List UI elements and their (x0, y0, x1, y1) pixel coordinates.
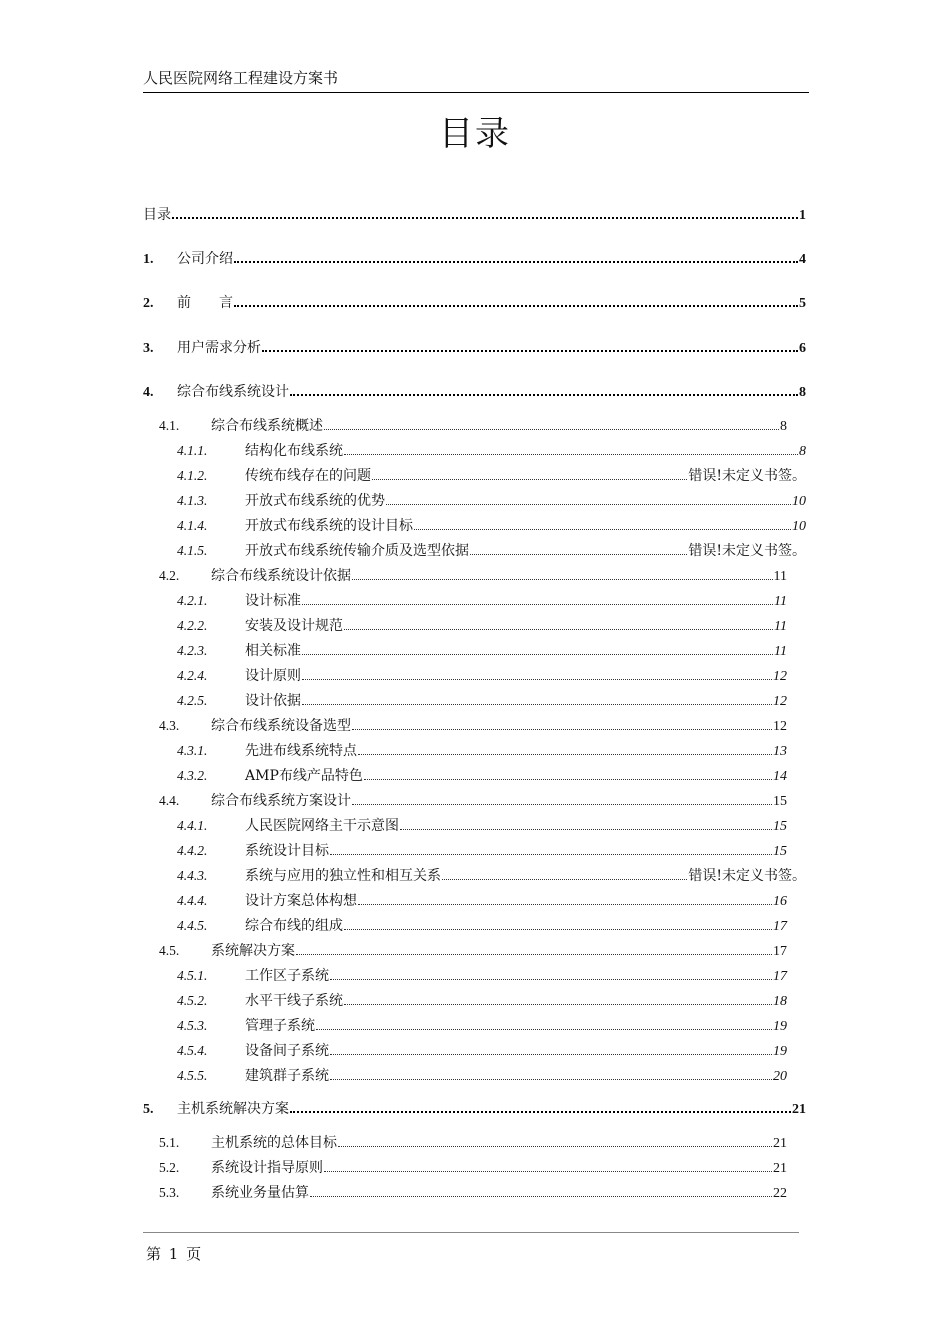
toc-entry-text: 设计方案总体构想 (245, 893, 357, 909)
toc-leader-dots (352, 790, 772, 805)
toc-leader-dots (442, 865, 687, 880)
toc-entry-text: 传统布线存在的问题 (245, 468, 371, 484)
toc-entry-number: 4. (143, 385, 154, 400)
toc-entry-page: 15 (773, 794, 787, 809)
toc-entry-page: 14 (773, 769, 787, 784)
toc-entry-number: 4.5.3. (177, 1018, 208, 1033)
toc-entry[interactable] (143, 1040, 787, 1062)
toc-leader-dots (344, 990, 772, 1005)
toc-leader-dots (234, 291, 798, 307)
toc-entry-number: 4.1.1. (177, 443, 208, 458)
toc-leader-dots (386, 490, 791, 505)
toc-entry-page: 错误!未定义书签。 (688, 543, 806, 559)
toc-entry[interactable] (143, 540, 806, 561)
toc-entry-text: 系统业务量估算 (211, 1185, 309, 1201)
toc-leader-dots (330, 1040, 772, 1055)
toc-entry-text: 综合布线系统设计依据 (211, 568, 351, 584)
toc-entry[interactable] (143, 740, 787, 762)
toc-entry-page: 13 (773, 744, 787, 759)
toc-entry-page: 8 (799, 385, 806, 400)
toc-entry-number: 4.4. (159, 793, 180, 808)
toc-leader-dots (330, 965, 772, 980)
toc-entry[interactable] (143, 465, 806, 486)
toc-entry-text: 用户需求分析 (177, 340, 261, 356)
toc-leader-dots (414, 515, 791, 530)
toc-entry-page: 5 (799, 296, 806, 311)
toc-entry-text: 主机系统解决方案 (177, 1101, 289, 1117)
toc-entry[interactable] (143, 1132, 787, 1154)
toc-entry-text: 系统解决方案 (211, 943, 295, 959)
toc-entry-text: 设计依据 (245, 693, 301, 709)
toc-entry-page: 20 (773, 1069, 787, 1084)
toc-entry-text: 设计原则 (245, 668, 301, 684)
toc-entry-page: 17 (773, 944, 787, 959)
toc-entry-number: 4.2.3. (177, 643, 208, 658)
toc-entry-page: 1 (799, 208, 806, 223)
toc-entry-number: 5.3. (159, 1185, 180, 1200)
toc-entry-number: 4.3.1. (177, 743, 208, 758)
toc-entry-number: 4.5.2. (177, 993, 208, 1008)
toc-entry[interactable] (143, 1182, 787, 1204)
toc-leader-dots (372, 465, 687, 480)
toc-entry-page: 21 (792, 1102, 806, 1117)
toc-leader-dots (172, 203, 798, 219)
toc-entry[interactable] (143, 915, 787, 937)
toc-entry-text: 水平干线子系统 (245, 993, 343, 1009)
toc-entry[interactable] (143, 940, 787, 962)
toc-entry-number: 4.1.5. (177, 543, 208, 558)
toc-entry-text: 设计标准 (245, 593, 301, 609)
toc-entry[interactable] (143, 440, 806, 462)
toc-entry[interactable] (143, 415, 787, 437)
toc-entry-text: 安装及设计规范 (245, 618, 343, 634)
toc-entry-number: 4.5.4. (177, 1043, 208, 1058)
toc-entry-number: 3. (143, 341, 154, 356)
toc-entry[interactable] (143, 565, 787, 587)
toc-entry-number: 5.1. (159, 1135, 180, 1150)
toc-entry-page: 8 (799, 444, 806, 459)
toc-leader-dots (330, 1065, 772, 1080)
toc-leader-dots (470, 540, 687, 555)
toc-entry-page: 12 (773, 669, 787, 684)
toc-entry-number: 2. (143, 296, 154, 311)
toc-entry-text: 先进布线系统特点 (245, 743, 357, 759)
toc-entry-text: 目录 (143, 207, 171, 223)
toc-entry[interactable] (143, 380, 806, 403)
toc-entry-text: AMP布线产品特色 (245, 768, 363, 784)
toc-entry-number: 4.4.2. (177, 843, 208, 858)
toc-entry-page: 10 (792, 494, 806, 509)
toc-entry-page: 11 (774, 644, 787, 659)
toc-leader-dots (324, 415, 779, 430)
toc-entry-text: 综合布线系统方案设计 (211, 793, 351, 809)
toc-entry-text: 开放式布线系统的优势 (245, 493, 385, 509)
toc-leader-dots (290, 1097, 791, 1113)
toc-entry-number: 1. (143, 252, 154, 267)
toc-entry-page: 12 (773, 694, 787, 709)
page-number: 第 1 页 (146, 1245, 202, 1263)
toc-entry[interactable] (143, 665, 787, 687)
toc-entry-page: 15 (773, 819, 787, 834)
toc-entry[interactable] (143, 247, 806, 270)
toc-entry-number: 4.1.4. (177, 518, 208, 533)
toc-entry[interactable] (143, 640, 787, 662)
toc-entry-text: 系统设计目标 (245, 843, 329, 859)
toc-entry-number: 4.3.2. (177, 768, 208, 783)
toc-leader-dots (344, 915, 772, 930)
toc-entry[interactable] (143, 1015, 787, 1037)
toc-entry-text: 综合布线系统概述 (211, 418, 323, 434)
toc-leader-dots (262, 336, 798, 352)
toc-entry-text: 系统与应用的独立性和相互关系 (245, 868, 441, 884)
toc-entry[interactable] (143, 965, 787, 987)
toc-entry[interactable] (143, 840, 787, 862)
toc-entry[interactable] (143, 203, 806, 226)
toc-entry-text: 综合布线的组成 (245, 918, 343, 934)
toc-entry[interactable] (143, 790, 787, 812)
toc-entry-number: 4.5.5. (177, 1068, 208, 1083)
toc-leader-dots (352, 715, 772, 730)
toc-entry[interactable] (143, 765, 787, 787)
toc-entry[interactable] (143, 1157, 787, 1179)
toc-entry-number: 4.2.4. (177, 668, 208, 683)
toc-entry-number: 4.4.3. (177, 868, 208, 883)
toc-entry-number: 4.4.5. (177, 918, 208, 933)
toc-entry-text: 工作区子系统 (245, 968, 329, 984)
toc-entry-text: 公司介绍 (177, 251, 233, 267)
toc-entry-number: 4.4.4. (177, 893, 208, 908)
toc-leader-dots (302, 690, 772, 705)
toc-entry[interactable] (143, 990, 787, 1012)
toc-leader-dots (364, 765, 772, 780)
toc-entry-number: 4.1. (159, 418, 180, 433)
toc-entry-text: 综合布线系统设备选型 (211, 718, 351, 734)
toc-entry-number: 4.2.5. (177, 693, 208, 708)
toc-entry-page: 21 (773, 1136, 787, 1151)
toc-entry-page: 11 (774, 594, 787, 609)
toc-leader-dots (400, 815, 772, 830)
toc-leader-dots (290, 380, 798, 396)
toc-entry-text: 开放式布线系统的设计目标 (245, 518, 413, 534)
toc-entry-text: 管理子系统 (245, 1018, 315, 1034)
toc-entry-page: 19 (773, 1019, 787, 1034)
toc-entry-number: 4.3. (159, 718, 180, 733)
toc-leader-dots (324, 1157, 772, 1172)
toc-leader-dots (344, 615, 773, 630)
toc-entry-page: 19 (773, 1044, 787, 1059)
toc-leader-dots (302, 590, 773, 605)
toc-entry-number: 4.5.1. (177, 968, 208, 983)
toc-entry[interactable] (143, 1097, 806, 1120)
toc-entry-number: 4.1.3. (177, 493, 208, 508)
toc-entry-page: 12 (773, 719, 787, 734)
toc-entry-number: 4.2. (159, 568, 180, 583)
toc-entry[interactable] (143, 815, 787, 837)
toc-entry-text: 系统设计指导原则 (211, 1160, 323, 1176)
toc-entry-number: 5. (143, 1102, 154, 1117)
toc-entry-text: 前 言 (177, 295, 233, 311)
toc-leader-dots (344, 440, 798, 455)
toc-entry[interactable] (143, 336, 806, 359)
toc-entry-page: 21 (773, 1161, 787, 1176)
toc-entry-page: 错误!未定义书签。 (688, 468, 806, 484)
toc-entry[interactable] (143, 490, 806, 512)
toc-leader-dots (310, 1182, 772, 1197)
toc-leader-dots (296, 940, 772, 955)
toc-entry[interactable] (143, 515, 806, 537)
toc-entry-page: 11 (774, 619, 787, 634)
toc-entry[interactable] (143, 865, 806, 886)
toc-entry-page: 10 (792, 519, 806, 534)
toc-entry-page: 16 (773, 894, 787, 909)
toc-entry-number: 4.1.2. (177, 468, 208, 483)
toc-entry-page: 4 (799, 252, 806, 267)
toc-entry-page: 11 (773, 569, 787, 584)
toc-entry-text: 综合布线系统设计 (177, 384, 289, 400)
toc-entry[interactable] (143, 1065, 787, 1087)
toc-leader-dots (358, 740, 772, 755)
header-title: 人民医院网络工程建设方案书 (143, 69, 339, 87)
toc-entry-number: 4.2.1. (177, 593, 208, 608)
toc-entry[interactable] (143, 715, 787, 737)
toc-entry[interactable] (143, 690, 787, 712)
toc-leader-dots (352, 565, 773, 580)
toc-entry[interactable] (143, 291, 806, 314)
toc-entry-text: 开放式布线系统传输介质及选型依据 (245, 543, 469, 559)
toc-entry-page: 22 (773, 1186, 787, 1201)
toc-leader-dots (316, 1015, 772, 1030)
toc-leader-dots (302, 640, 773, 655)
toc-entry-page: 8 (780, 419, 787, 434)
toc-leader-dots (330, 840, 772, 855)
toc-entry[interactable] (143, 590, 787, 612)
toc-entry-text: 人民医院网络主干示意图 (245, 818, 399, 834)
toc-leader-dots (358, 890, 772, 905)
toc-entry-text: 建筑群子系统 (245, 1068, 329, 1084)
footer-divider (143, 1232, 799, 1233)
toc-entry-number: 4.5. (159, 943, 180, 958)
toc-entry-page: 错误!未定义书签。 (688, 868, 806, 884)
toc-entry-page: 18 (773, 994, 787, 1009)
toc-leader-dots (302, 665, 772, 680)
toc-entry-text: 结构化布线系统 (245, 443, 343, 459)
toc-entry-page: 17 (773, 919, 787, 934)
toc-entry-page: 15 (773, 844, 787, 859)
toc-entry-number: 4.4.1. (177, 818, 208, 833)
toc-leader-dots (338, 1132, 772, 1147)
toc-leader-dots (234, 247, 798, 263)
page-title: 目录 (439, 114, 511, 154)
toc-entry[interactable] (143, 615, 787, 637)
toc-entry-number: 5.2. (159, 1160, 180, 1175)
toc-entry-page: 17 (773, 969, 787, 984)
toc-entry-text: 主机系统的总体目标 (211, 1135, 337, 1151)
toc-entry-text: 设备间子系统 (245, 1043, 329, 1059)
toc-entry[interactable] (143, 890, 787, 912)
toc-entry-number: 4.2.2. (177, 618, 208, 633)
toc-entry-text: 相关标准 (245, 643, 301, 659)
toc-entry-page: 6 (799, 341, 806, 356)
